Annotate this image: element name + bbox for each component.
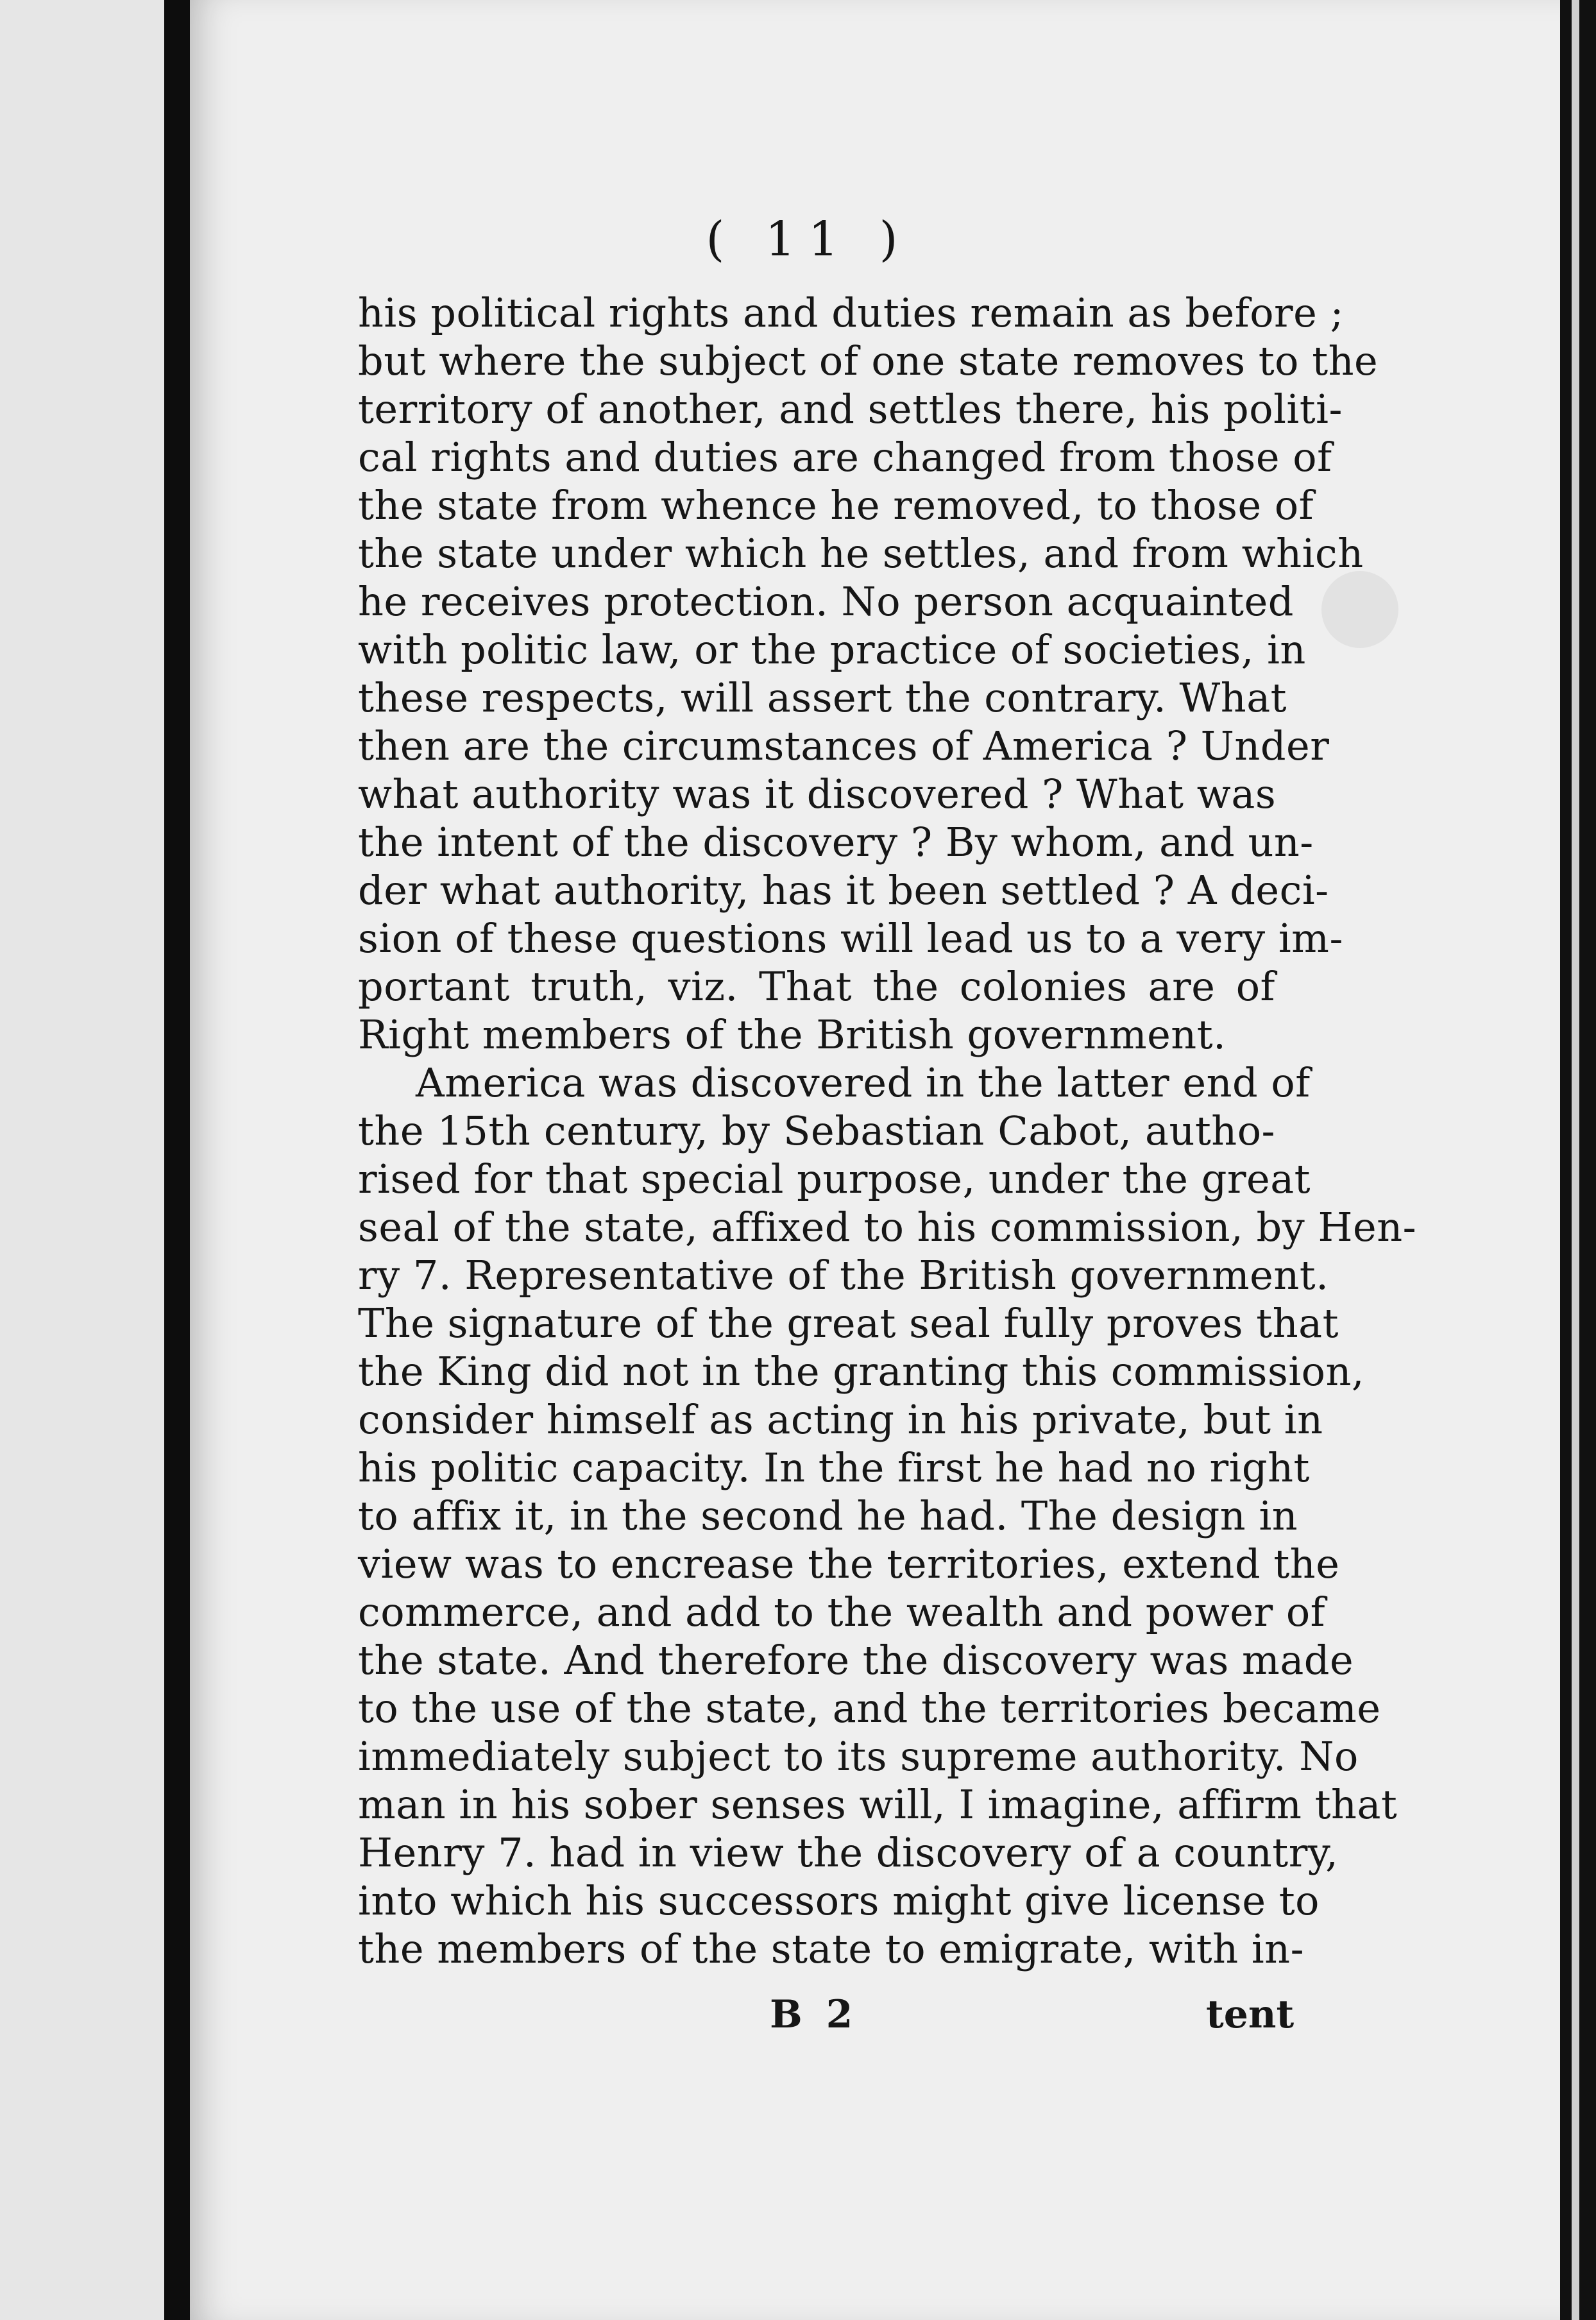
text-line: seal of the state, affixed to his commission, by Hen- — [358, 1204, 1417, 1250]
text-line: territory of another, and settles there, his politi- — [358, 386, 1343, 432]
text-line: but where the subject of one state removes to the — [358, 337, 1379, 384]
text-line: the members of the state to emigrate, with in- — [358, 1925, 1305, 1972]
text-line: the state. And therefore the discovery was made — [358, 1637, 1354, 1684]
text-line: commerce, and add to the wealth and power of — [358, 1589, 1326, 1635]
text-line: consider himself as acting in his private, but in — [358, 1396, 1323, 1443]
text-line: cal rights and duties are changed from those of — [358, 434, 1332, 481]
text-line: his politic capacity. In the first he had no right — [358, 1444, 1310, 1491]
text-line: into which his successors might give license to — [358, 1877, 1320, 1924]
text-line: he receives protection. No person acquainted — [358, 578, 1294, 625]
text-line: the 15th century, by Sebastian Cabot, autho- — [358, 1107, 1275, 1154]
text-line: Henry 7. had in view the discovery of a country, — [358, 1829, 1339, 1876]
text-line: America was discovered in the latter end of — [416, 1059, 1311, 1106]
text-line: the King did not in the granting this commission, — [358, 1348, 1365, 1395]
text-line: what authority was it discovered ? What was — [358, 771, 1277, 817]
text-line: then are the circumstances of America ? Under — [358, 722, 1330, 769]
binding-gutter — [164, 0, 190, 2320]
signature-mark: B 2 — [770, 1992, 858, 2037]
catchword: tent — [1206, 1992, 1295, 2037]
text-line: with politic law, or the practice of societies, in — [358, 626, 1306, 673]
facing-page-edge — [0, 0, 164, 2320]
text-line: rised for that special purpose, under the great — [358, 1156, 1311, 1202]
text-line: ry 7. Representative of the British government. — [358, 1252, 1329, 1299]
text-line: to affix it, in the second he had. The design in — [358, 1492, 1298, 1539]
body-text — [358, 289, 1417, 1973]
text-line: man in his sober senses will, I imagine, affirm that — [358, 1781, 1398, 1828]
text-line: view was to encrease the territories, extend the — [358, 1540, 1340, 1587]
text-line: immediately subject to its supreme authority. No — [358, 1733, 1359, 1780]
text-line: the state from whence he removed, to those of — [358, 482, 1314, 529]
text-line: the intent of the discovery ? By whom, and un- — [358, 819, 1314, 866]
text-line: The signature of the great seal fully proves that — [358, 1300, 1339, 1347]
right-page-strip — [1572, 0, 1579, 2320]
text-line: Right members of the British government. — [358, 1011, 1227, 1058]
text-line: portant truth, viz. That the colonies are of — [358, 963, 1275, 1010]
text-line: to the use of the state, and the territories became — [358, 1685, 1381, 1732]
text-line: his political rights and duties remain as before ; — [358, 289, 1344, 336]
text-line: the state under which he settles, and from which — [358, 530, 1364, 577]
text-line: sion of these questions will lead us to a very im- — [358, 915, 1343, 962]
page-number: ( 11 ) — [706, 212, 911, 267]
ink-smudge — [1321, 571, 1398, 648]
text-line: these respects, will assert the contrary. What — [358, 674, 1287, 721]
text-line: der what authority, has it been settled ? A deci- — [358, 867, 1329, 914]
